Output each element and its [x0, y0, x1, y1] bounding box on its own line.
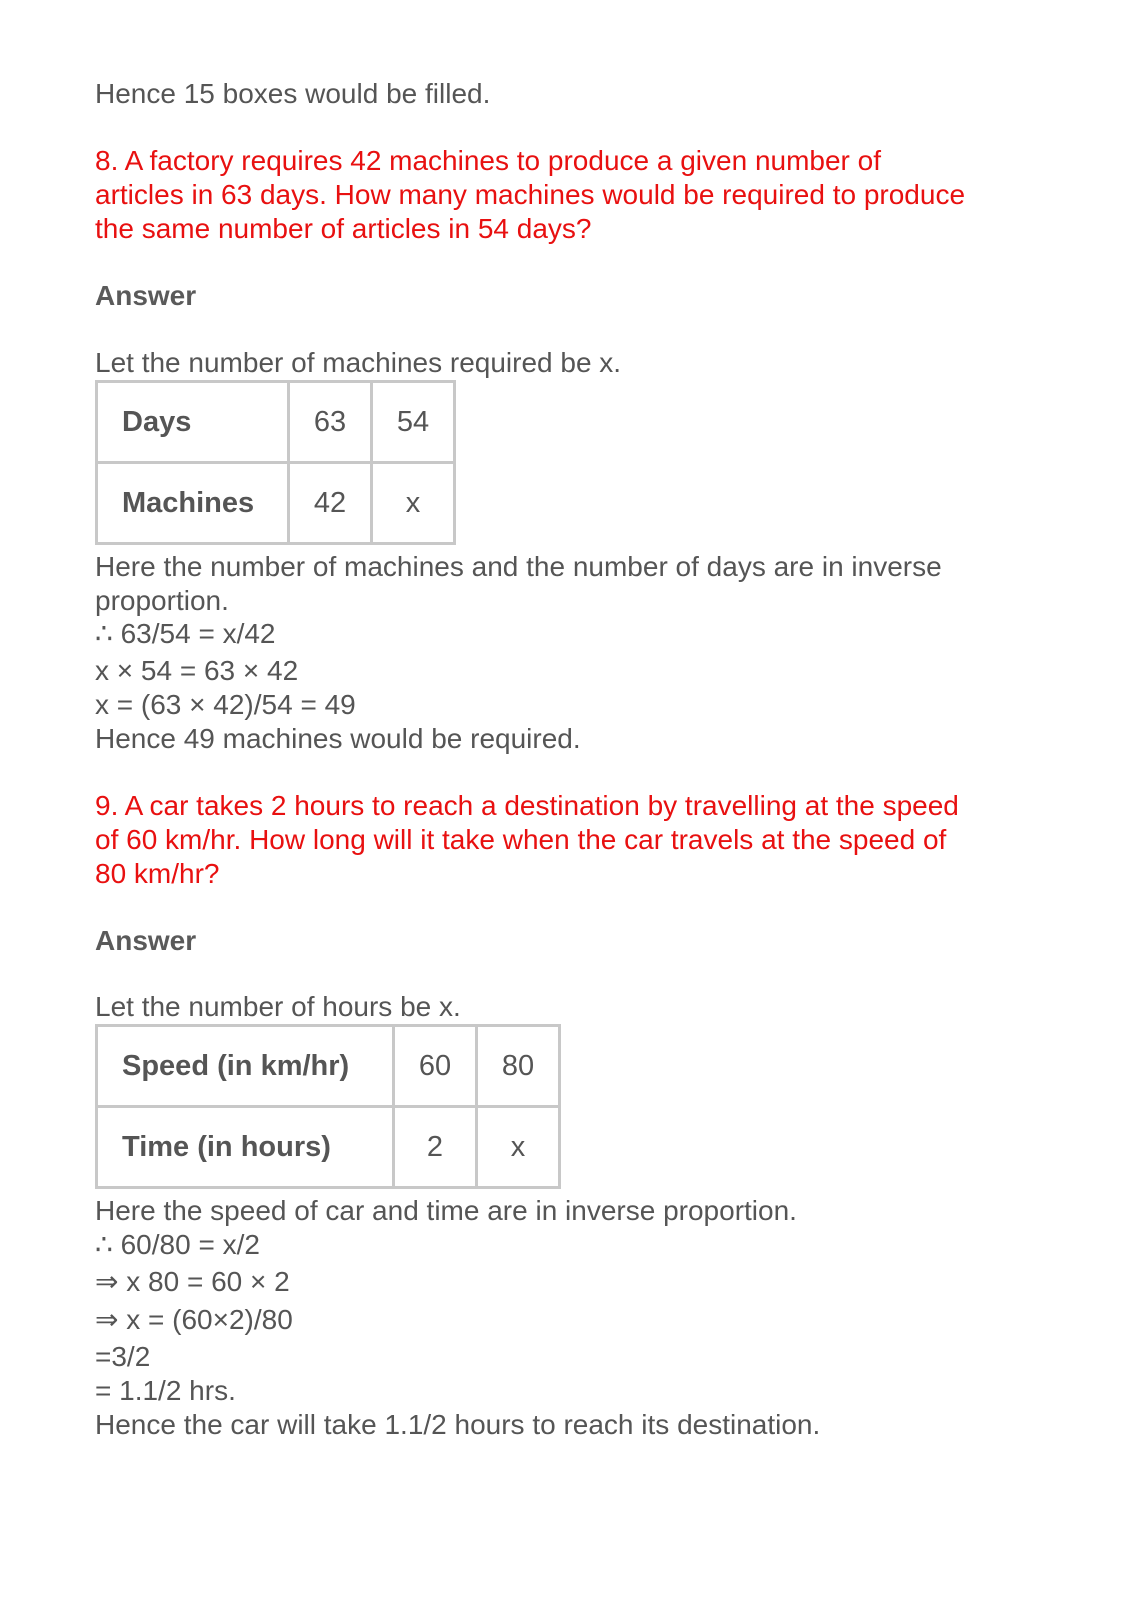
answer-8-solution-line: ∴ 63/54 = x/42 [95, 618, 276, 649]
question-9-line-1: 9. A car takes 2 hours to reach a destination by travelling at the speed [95, 790, 959, 821]
cell-value: x [477, 1107, 560, 1188]
intro-text: Hence 15 boxes would be filled. [95, 78, 491, 109]
cell-value: 60 [394, 1026, 477, 1107]
answer-8-solution-line: x × 54 = 63 × 42 [95, 655, 299, 686]
table-row [97, 1026, 560, 1107]
answer-9-solution-line: =3/2 [95, 1341, 151, 1372]
answer-9-solution-line: ⇒ x = (60×2)/80 [95, 1304, 293, 1335]
answer-9-solution-line: = 1.1/2 hrs. [95, 1375, 236, 1406]
answer-8-solution-line: Here the number of machines and the number of days are in inverse [95, 551, 942, 582]
row-label: Time (in hours) [97, 1107, 394, 1188]
table-row [97, 1107, 560, 1188]
cell-value: x [372, 463, 455, 544]
answer-8-solution-line: proportion. [95, 585, 229, 616]
answer-8-let-line: Let the number of machines required be x. [95, 347, 622, 378]
answer-9-heading: Answer [95, 925, 197, 956]
answer-9-solution-line: Here the speed of car and time are in inverse proportion. [95, 1195, 797, 1226]
question-8-line-2: articles in 63 days. How many machines would be required to produce [95, 179, 966, 210]
question-9-line-3: 80 km/hr? [95, 858, 220, 889]
question-9-line-2: of 60 km/hr. How long will it take when the car travels at the speed of [95, 824, 947, 855]
answer-8-solution-line: x = (63 × 42)/54 = 49 [95, 689, 356, 720]
q9-proportion-table [95, 1024, 561, 1189]
cell-value: 2 [394, 1107, 477, 1188]
cell-value: 63 [289, 382, 372, 463]
cell-value: 42 [289, 463, 372, 544]
answer-9-let-line: Let the number of hours be x. [95, 991, 461, 1022]
question-8-line-3: the same number of articles in 54 days? [95, 213, 592, 244]
table-row [97, 382, 455, 463]
answer-8-conclusion: Hence 49 machines would be required. [95, 723, 581, 754]
answer-9-solution-line: ∴ 60/80 = x/2 [95, 1229, 260, 1260]
answer-9-conclusion: Hence the car will take 1.1/2 hours to reach its destination. [95, 1409, 821, 1440]
cell-value: 54 [372, 382, 455, 463]
row-label: Machines [97, 463, 289, 544]
table-row [97, 463, 455, 544]
row-label: Days [97, 382, 289, 463]
question-8-line-1: 8. A factory requires 42 machines to produce a given number of [95, 145, 882, 176]
q8-proportion-table [95, 380, 456, 545]
answer-9-solution-line: ⇒ x 80 = 60 × 2 [95, 1266, 290, 1297]
row-label: Speed (in km/hr) [97, 1026, 394, 1107]
answer-8-heading: Answer [95, 280, 197, 311]
cell-value: 80 [477, 1026, 560, 1107]
